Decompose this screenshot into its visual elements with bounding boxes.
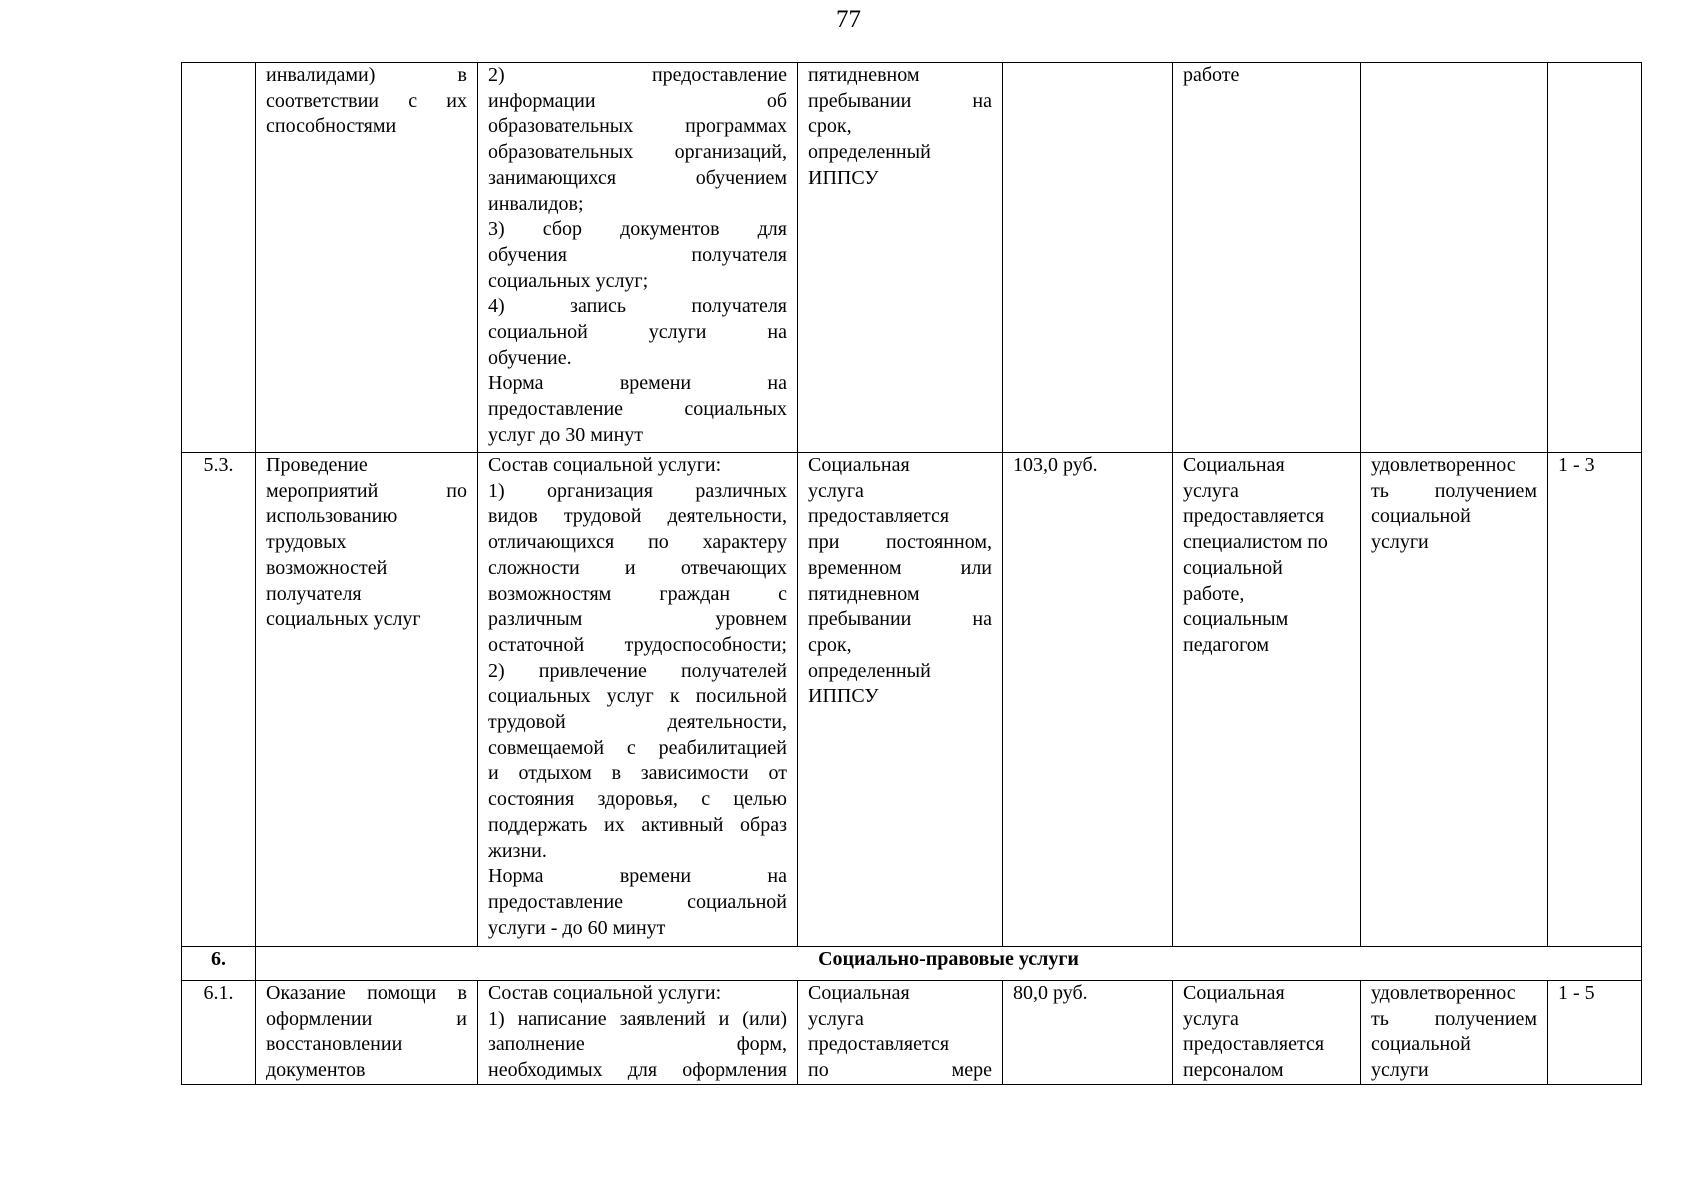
text-line: работе	[1183, 64, 1240, 86]
text-line: при постоянном,	[808, 531, 992, 554]
text-line: соответствии с их	[266, 89, 467, 112]
cell-num	[182, 63, 256, 453]
text-line: услуги	[1371, 531, 1429, 554]
cell-period: 1 - 3	[1548, 453, 1642, 947]
cell-provider	[1173, 981, 1361, 1085]
text-line: образовательных организаций,	[488, 141, 787, 164]
cell-service-name	[256, 63, 478, 453]
text-line: Состав социальной услуги:	[488, 982, 722, 1004]
text-line: временном или	[808, 556, 992, 579]
text-line: работе,	[1183, 582, 1245, 605]
text-line: занимающихся	[488, 166, 617, 189]
text-line: Проведение	[266, 454, 368, 476]
text-line: способностями	[266, 115, 397, 138]
text-line: и отдыхом в зависимости от	[488, 762, 787, 785]
text-line: определенный	[808, 659, 931, 682]
text-line: пятидневном	[808, 582, 920, 605]
text-line: определенный	[808, 141, 931, 164]
cell-num: 5.3.	[182, 453, 256, 947]
text-line: трудовой деятельности,	[488, 711, 787, 734]
text-line: предоставляется	[1183, 505, 1325, 528]
cell-price: 103,0 руб.	[1003, 453, 1173, 947]
text-line: социальной услуги на	[488, 321, 787, 344]
text-line: предоставляется	[808, 1033, 950, 1056]
text-line: пребывании на	[808, 89, 992, 112]
text-line: по мере	[808, 1059, 992, 1082]
text-line: социальных услуг	[266, 608, 421, 631]
text-line: услуги	[1371, 1059, 1429, 1082]
text-line: трудовых	[266, 531, 347, 554]
text-line: 1) организация различных	[488, 479, 787, 502]
cell-service-content	[478, 453, 798, 947]
text-line: документов	[266, 1059, 366, 1082]
text-line: удовлетвореннос	[1371, 454, 1516, 476]
cell-conditions	[798, 453, 1003, 947]
text-line: педагогом	[1183, 633, 1270, 656]
text-line: ть получением	[1371, 1007, 1537, 1030]
text-line: инвалидами)	[266, 64, 376, 86]
text-line: информации	[488, 89, 596, 112]
text-line: Социальная	[808, 454, 910, 476]
cell-period: 1 - 5	[1548, 981, 1642, 1085]
text-line: срок,	[808, 115, 852, 138]
text-line: Норма времени на	[488, 372, 787, 395]
cell-criteria	[1361, 981, 1548, 1085]
text-line: заполнение форм,	[488, 1033, 787, 1056]
text-line: предоставляется	[808, 505, 950, 528]
table-row-continuation	[182, 63, 1642, 453]
text-line: 1) написание заявлений и (или)	[488, 1007, 787, 1030]
text-line: Состав социальной услуги:	[488, 454, 722, 476]
cell-provider	[1173, 453, 1361, 947]
cell-service-name	[256, 453, 478, 947]
text-line: 2)	[488, 64, 505, 86]
text-line: Социальная	[1183, 982, 1285, 1004]
text-line: использованию	[266, 505, 398, 528]
text-line: пребывании на	[808, 608, 992, 631]
text-line: оформлении и	[266, 1007, 467, 1030]
text-line: удовлетвореннос	[1371, 982, 1516, 1004]
services-table	[181, 62, 1642, 1085]
text-line: ть получением	[1371, 479, 1537, 502]
text-line: сложности и отвечающих	[488, 556, 787, 579]
text-line: обучение.	[488, 346, 572, 369]
text-line: социальной	[1371, 505, 1471, 528]
text-line: пятидневном	[808, 64, 920, 86]
text-line: ИППСУ	[808, 685, 879, 708]
text-line: в	[457, 64, 467, 86]
cell-criteria	[1361, 63, 1548, 453]
page-number: 77	[836, 6, 861, 33]
text-line: возможностям граждан с	[488, 582, 787, 605]
text-line: обучением	[695, 166, 787, 189]
text-line: различным уровнем	[488, 608, 787, 631]
text-line: социальных услуг к посильной	[488, 685, 787, 708]
text-line: услуги - до 60 минут	[488, 916, 666, 939]
text-line: услуг до 30 минут	[488, 423, 644, 446]
text-line: социальной	[1183, 556, 1283, 579]
cell-provider	[1173, 63, 1361, 453]
text-line: персоналом	[1183, 1059, 1284, 1082]
text-line: образовательных программах	[488, 115, 787, 138]
text-line: услуга	[1183, 1007, 1239, 1030]
text-line: необходимых для оформления	[488, 1059, 787, 1082]
text-line: предоставляется	[1183, 1033, 1325, 1056]
text-line: об	[766, 89, 787, 112]
text-line: 3) сбор документов для	[488, 218, 787, 241]
text-line: совмещаемой с реабилитацией	[488, 736, 787, 759]
text-line: состояния здоровья, с целью	[488, 788, 787, 811]
text-line: Социальная	[1183, 454, 1285, 476]
cell-price	[1003, 63, 1173, 453]
text-line: услуга	[808, 479, 864, 502]
cell-criteria	[1361, 453, 1548, 947]
cell-service-content	[478, 981, 798, 1085]
text-line: жизни.	[488, 839, 547, 862]
table-row-5-3	[182, 453, 1642, 947]
text-line: предоставление социальной	[488, 890, 787, 913]
cell-service-name	[256, 981, 478, 1085]
cell-num: 6.1.	[182, 981, 256, 1085]
section-number: 6.	[182, 947, 256, 981]
cell-conditions	[798, 63, 1003, 453]
text-line: социальной	[1371, 1033, 1471, 1056]
text-line: Оказание помощи в	[266, 982, 467, 1004]
text-line: 2) привлечение получателей	[488, 659, 787, 682]
text-line: остаточной трудоспособности;	[488, 633, 787, 656]
cell-service-content	[478, 63, 798, 453]
text-line: Норма времени на	[488, 865, 787, 888]
text-line: предоставление социальных	[488, 398, 787, 421]
text-line: отличающихся по характеру	[488, 531, 787, 554]
text-line: мероприятий по	[266, 479, 467, 502]
text-line: получателя	[266, 582, 362, 605]
text-line: социальным	[1183, 608, 1289, 631]
text-line: 4) запись получателя	[488, 295, 787, 318]
text-line: Социальная	[808, 982, 910, 1004]
section-row-6	[182, 947, 1642, 981]
text-line: срок,	[808, 633, 852, 656]
text-line: ИППСУ	[808, 166, 879, 189]
text-line: обучения получателя	[488, 243, 787, 266]
text-line: инвалидов;	[488, 192, 584, 215]
text-line: специалистом по	[1183, 531, 1328, 554]
text-line: предоставление	[651, 64, 787, 86]
text-line: поддержать их активный образ	[488, 813, 787, 836]
section-title: Социально-правовые услуги	[256, 947, 1642, 981]
text-line: услуга	[808, 1007, 864, 1030]
text-line: восстановлении	[266, 1033, 403, 1056]
text-line: возможностей	[266, 556, 388, 579]
cell-conditions	[798, 981, 1003, 1085]
table-row-6-1	[182, 981, 1642, 1085]
text-line: социальных услуг;	[488, 269, 649, 292]
cell-period	[1548, 63, 1642, 453]
text-line: видов трудовой деятельности,	[488, 505, 787, 528]
text-line: услуга	[1183, 479, 1239, 502]
cell-price: 80,0 руб.	[1003, 981, 1173, 1085]
